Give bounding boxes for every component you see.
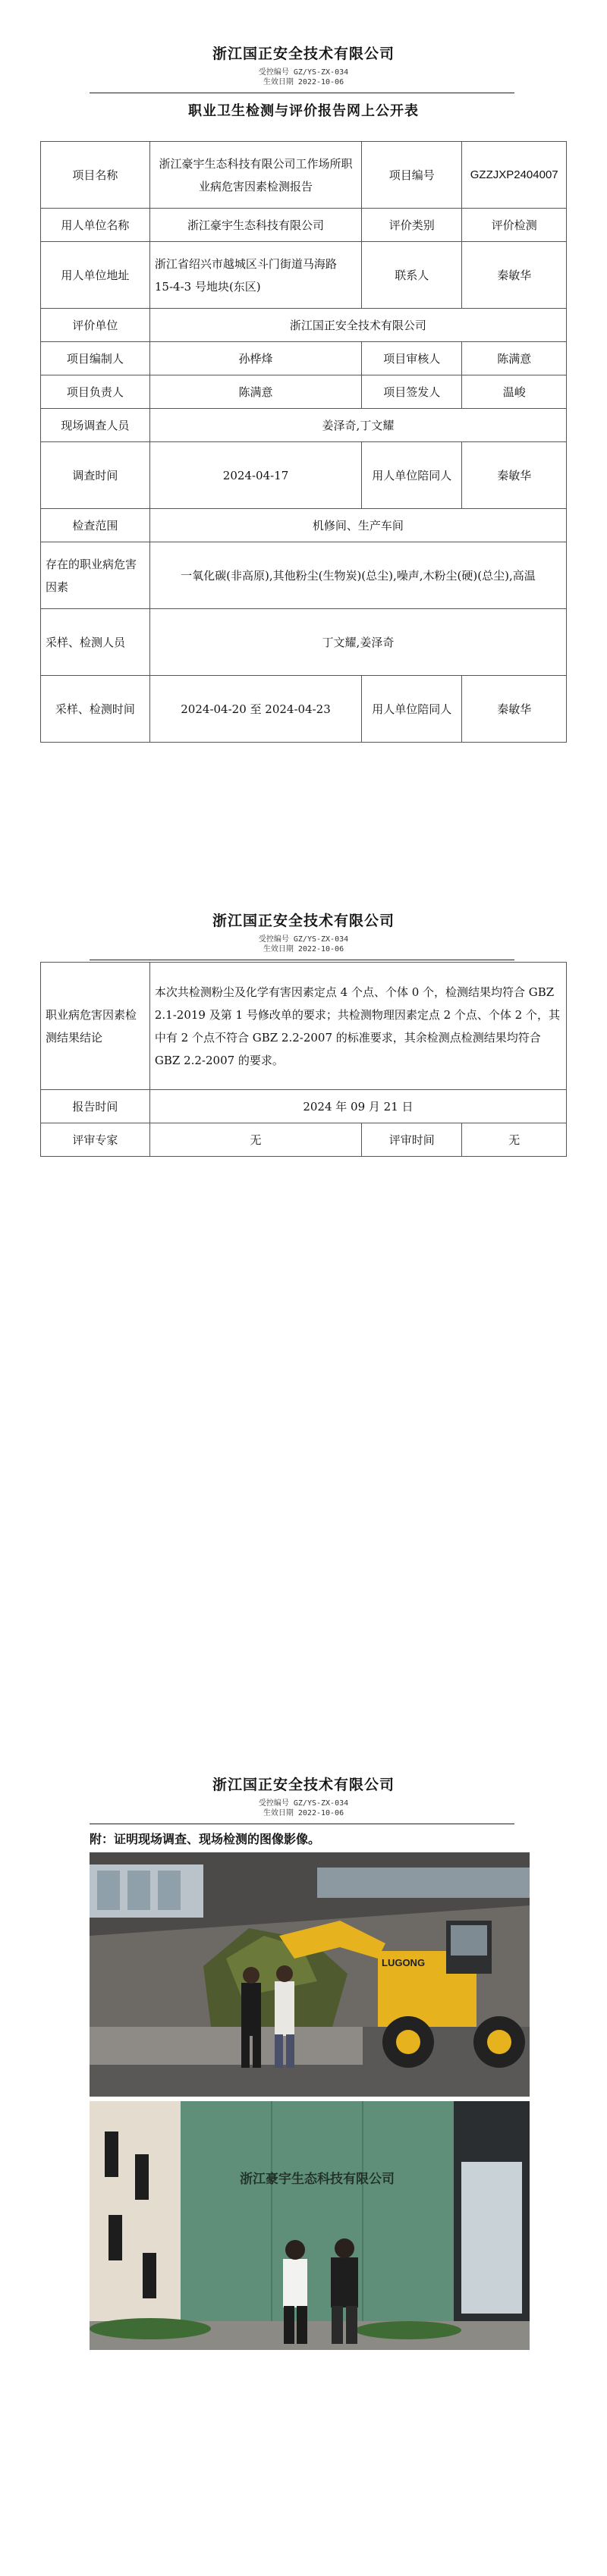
scope-label: 检查范围	[41, 509, 150, 542]
company-name: 浙江国正安全技术有限公司	[212, 913, 395, 929]
issuer-label: 项目签发人	[362, 375, 462, 409]
company-name: 浙江国正安全技术有限公司	[212, 46, 395, 62]
table-row	[41, 342, 567, 375]
samplers-value: 丁文耀,姜泽奇	[149, 609, 566, 676]
table-row	[41, 609, 567, 676]
address-value: 浙江省绍兴市越城区斗门街道马海路 15-4-3 号地块(东区)	[149, 242, 361, 309]
accompany-value: 秦敏华	[462, 442, 567, 509]
project-name-label: 项目名称	[41, 142, 150, 209]
page-title: 职业卫生检测与评价报告网上公开表	[188, 103, 419, 119]
address-label: 用人单位地址	[41, 242, 150, 309]
table-row	[41, 375, 567, 409]
table-row	[41, 442, 567, 509]
review-time-value: 无	[462, 1123, 567, 1157]
accompany-label: 用人单位陪同人	[362, 442, 462, 509]
employer-label: 用人单位名称	[41, 209, 150, 242]
evaluator-label: 评价单位	[41, 309, 150, 342]
page-header	[0, 909, 607, 954]
conclusion-table	[40, 962, 567, 1157]
control-number: 受控编号 GZ/YS-ZX-034	[258, 68, 349, 77]
site-photo-loader	[90, 1852, 530, 2097]
effective-date: 生效日期 2022-10-06	[263, 945, 344, 953]
survey-time-label: 调查时间	[41, 442, 150, 509]
contact-label: 联系人	[362, 242, 462, 309]
eval-type-value: 评价检测	[462, 209, 567, 242]
conclusion-label: 职业病危害因素检测结果结论	[41, 963, 150, 1090]
reviewer-value: 陈满意	[462, 342, 567, 375]
page-header	[0, 1773, 607, 1818]
table-row	[41, 242, 567, 309]
project-name-value: 浙江豪宇生态科技有限公司工作场所职业病危害因素检测报告	[149, 142, 361, 209]
hazards-label: 存在的职业病危害因素	[41, 542, 150, 609]
survey-time-value: 2024-04-17	[149, 442, 361, 509]
reviewer-label: 项目审核人	[362, 342, 462, 375]
accompany2-label: 用人单位陪同人	[362, 676, 462, 743]
investigators-label: 现场调查人员	[41, 409, 150, 442]
investigators-value: 姜泽奇,丁文耀	[149, 409, 566, 442]
site-photo-entrance	[90, 2101, 530, 2350]
control-number: 受控编号 GZ/YS-ZX-034	[258, 1799, 349, 1808]
page-3	[0, 1669, 607, 2576]
page-1	[0, 0, 607, 834]
expert-label: 评审专家	[41, 1123, 150, 1157]
samplers-label: 采样、检测人员	[41, 609, 150, 676]
table-row	[41, 963, 567, 1090]
project-no-label: 项目编号	[362, 142, 462, 209]
company-name: 浙江国正安全技术有限公司	[212, 1776, 395, 1793]
table-row	[41, 676, 567, 743]
evaluator-value: 浙江国正安全技术有限公司	[149, 309, 566, 342]
table-row	[41, 209, 567, 242]
issuer-value: 温峻	[462, 375, 567, 409]
page-2	[0, 834, 607, 1669]
review-time-label: 评审时间	[362, 1123, 462, 1157]
employer-value: 浙江豪宇生态科技有限公司	[149, 209, 361, 242]
author-label: 项目编制人	[41, 342, 150, 375]
disclosure-table	[40, 141, 567, 743]
leader-label: 项目负责人	[41, 375, 150, 409]
project-no-value: GZZJXP2404007	[462, 142, 567, 209]
table-row	[41, 142, 567, 209]
sampling-time-value: 2024-04-20 至 2024-04-23	[149, 676, 361, 743]
sampling-time-label: 采样、检测时间	[41, 676, 150, 743]
table-row	[41, 509, 567, 542]
conclusion-value: 本次共检测粉尘及化学有害因素定点 4 个点、个体 0 个，检测结果均符合 GBZ 2.1-2019 及第 1 号修改单的要求；共检测物理因素定点 2 个点、个体 2 个，其中有 2 个点不符合 GBZ 2.2-2007 的标准要求，其余检测点检测结果均符合 GBZ 2.2-2007 的要求。	[149, 963, 566, 1090]
eval-type-label: 评价类别	[362, 209, 462, 242]
control-number: 受控编号 GZ/YS-ZX-034	[258, 935, 349, 944]
table-row	[41, 309, 567, 342]
table-row	[41, 1090, 567, 1123]
table-row	[41, 409, 567, 442]
loader-brand-text: LUGONG	[382, 1957, 426, 1968]
table-row	[41, 1123, 567, 1157]
page-header	[0, 42, 607, 87]
hazards-value: 一氧化碳(非高原),其他粉尘(生物炭)(总尘),噪声,木粉尘(硬)(总尘),高温	[149, 542, 566, 609]
author-value: 孙桦烽	[149, 342, 361, 375]
report-time-value: 2024 年 09 月 21 日	[149, 1090, 566, 1123]
accompany2-value: 秦敏华	[462, 676, 567, 743]
expert-value: 无	[149, 1123, 361, 1157]
effective-date: 生效日期 2022-10-06	[263, 78, 344, 86]
scope-value: 机修间、生产车间	[149, 509, 566, 542]
attachment-note: 附：证明现场调查、现场检测的图像影像。	[90, 1832, 321, 1846]
company-sign-text: 浙江豪宇生态科技有限公司	[240, 2172, 395, 2187]
leader-value: 陈满意	[149, 375, 361, 409]
report-time-label: 报告时间	[41, 1090, 150, 1123]
effective-date: 生效日期 2022-10-06	[263, 1809, 344, 1817]
contact-value: 秦敏华	[462, 242, 567, 309]
table-row	[41, 542, 567, 609]
